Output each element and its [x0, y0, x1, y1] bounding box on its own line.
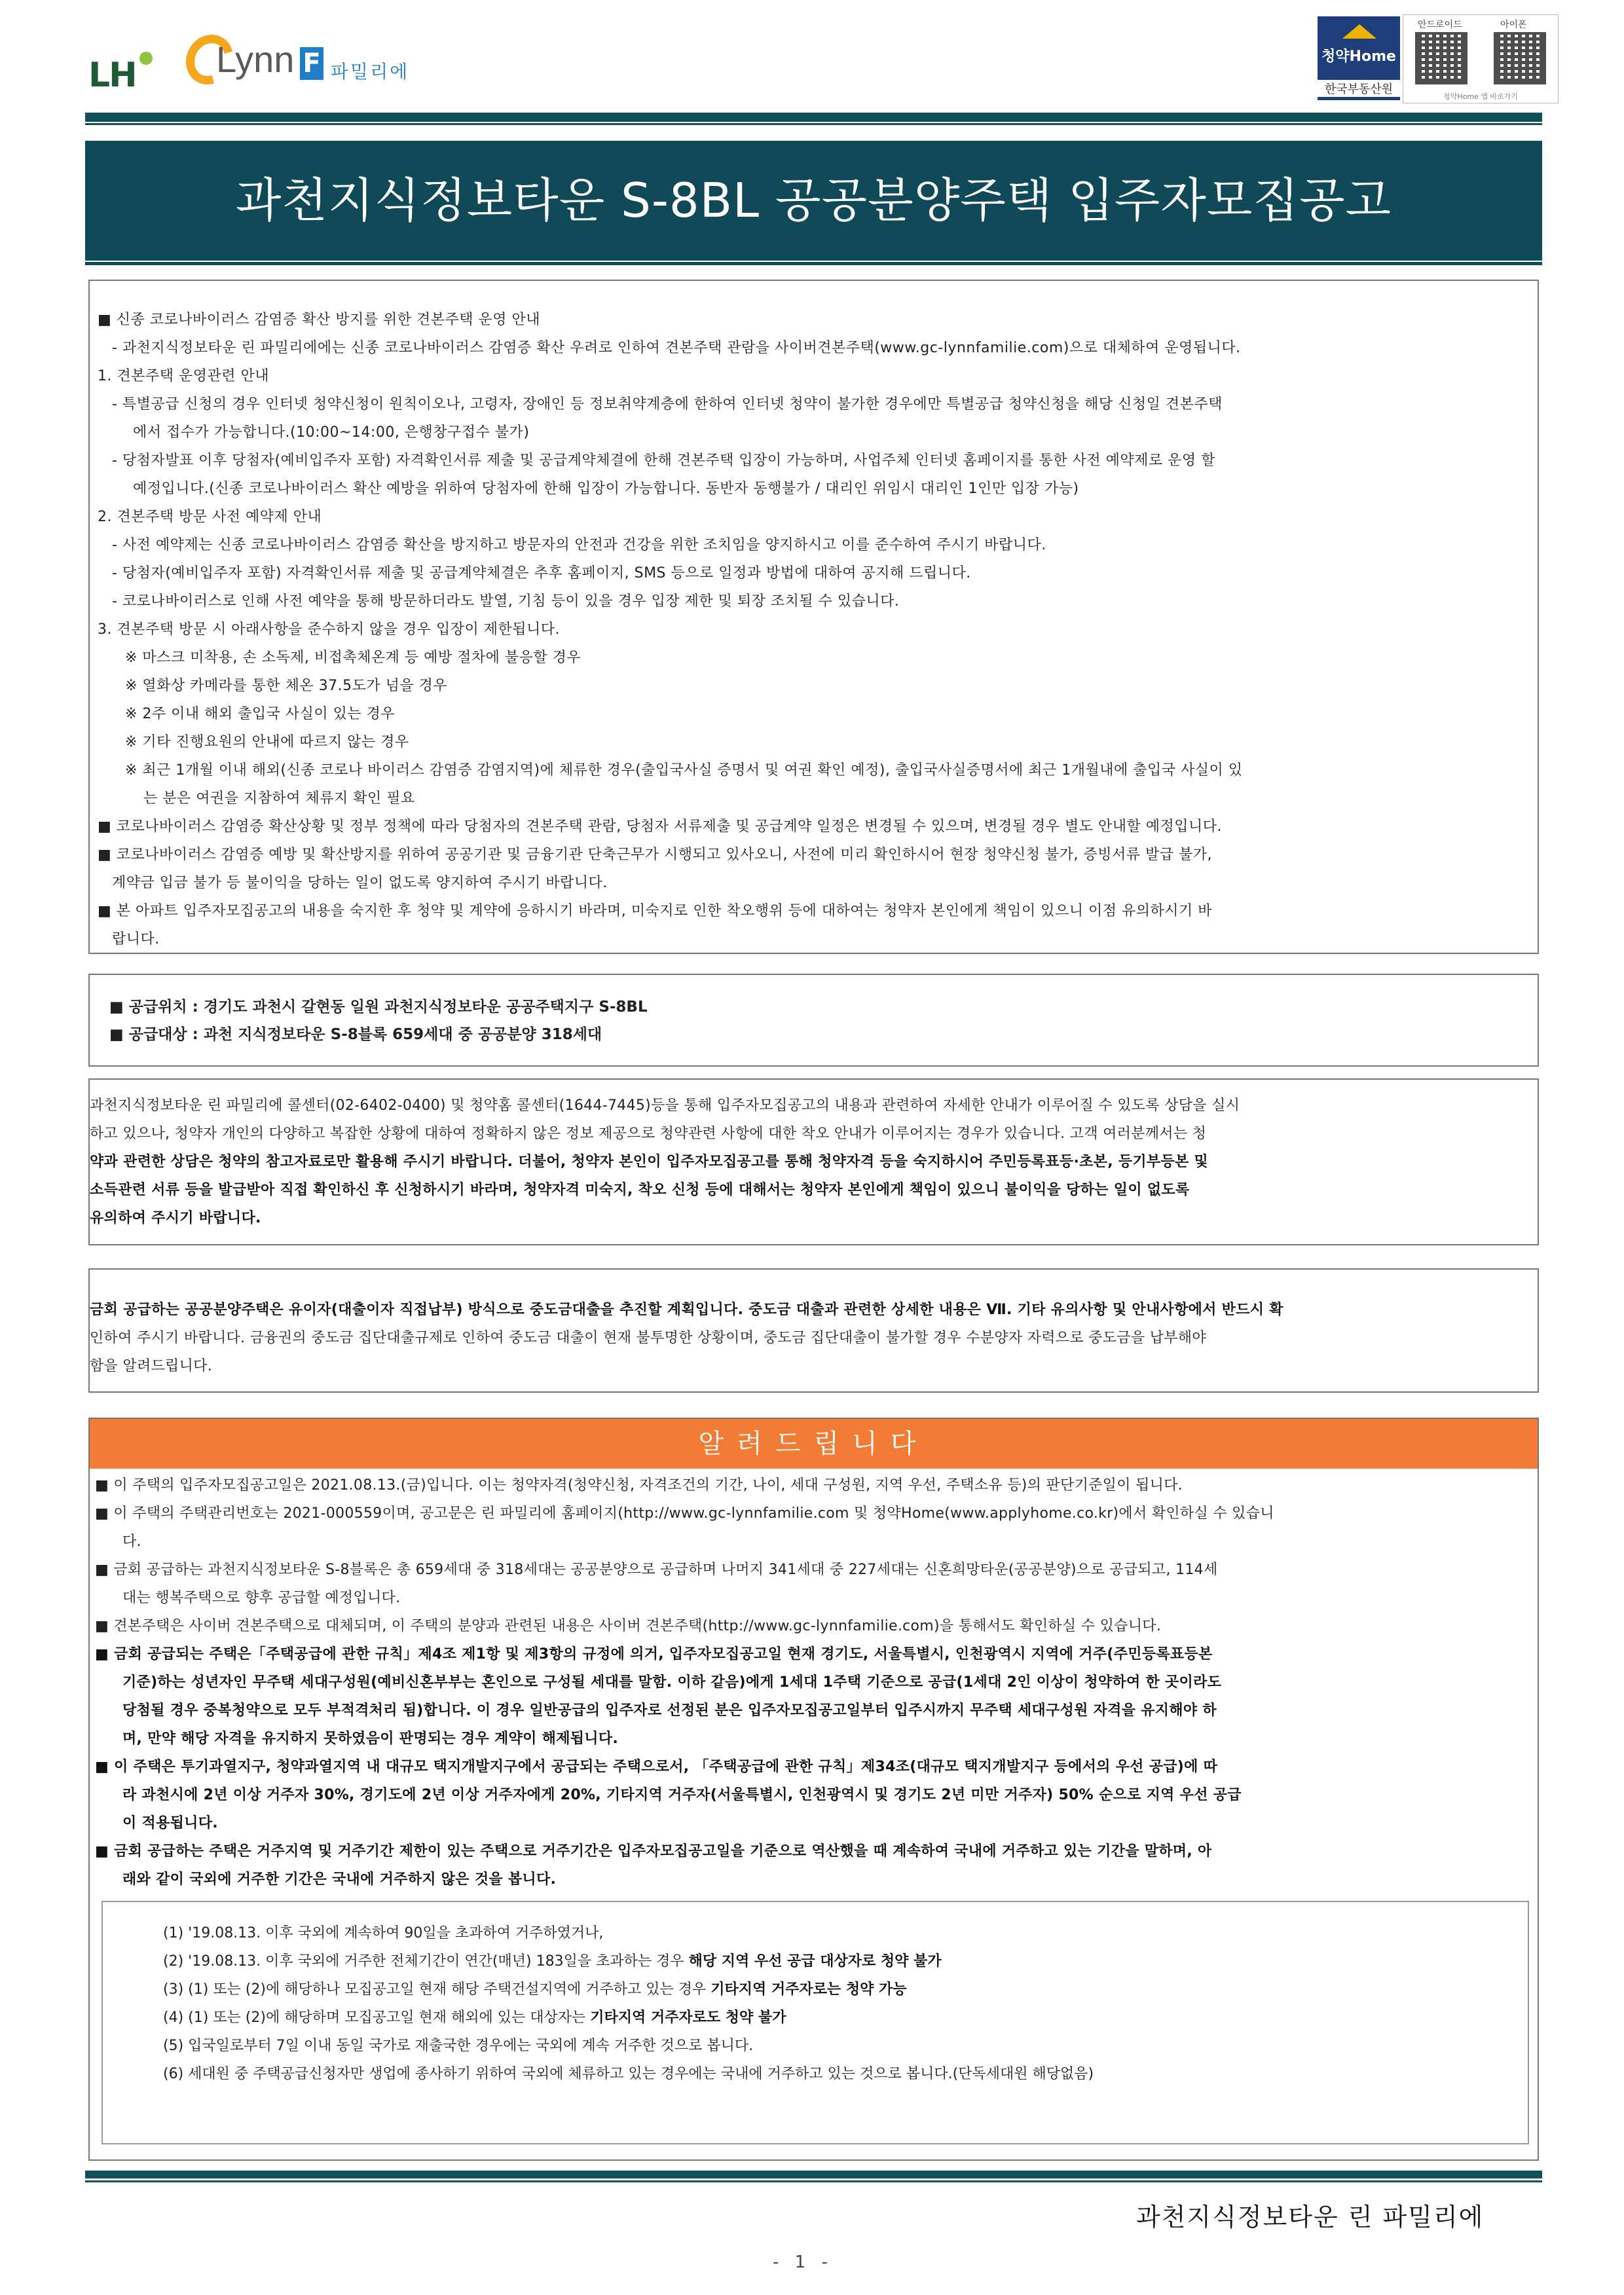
text-line: ※ 마스크 미착용, 손 소독제, 비접촉체온계 등 예방 절차에 불응할 경우 [125, 650, 581, 666]
text-line: ■ 금회 공급하는 과천지식정보타운 S-8블록은 총 659세대 중 318세대는 공공분양으로 공급하며 나머지 341세대 중 227세대는 신혼희망타운(공공분양)으로 공급되고, 114세 [95, 1562, 1218, 1578]
rule-text: (5) 입국일로부터 7일 이내 동일 국가로 재출국한 경우에는 국외에 계속 거주한 것으로 봅니다. [163, 2038, 754, 2054]
text-line: 랍니다. [112, 931, 160, 947]
text-line: - 과천지식정보타운 린 파밀리에에는 신종 코로나바이러스 감염증 확산 우려로 인하여 견본주택 관람을 사이버견본주택(www.gc-lynnfamilie.com)으로 대체하여 운영됩니다. [112, 340, 1241, 356]
text-line: 소득관련 서류 등을 발급받아 직접 확인하신 후 신청하시기 바라며, 청약자격 미숙지, 착오 신청 등에 대해서는 청약자 본인에게 책임이 있으니 불이익을 당하는 일이 없도록 [90, 1182, 1190, 1198]
applyhome-org: 한국부동산원 [1318, 80, 1400, 97]
familie-logo-icon: F [300, 47, 323, 80]
text-line: - 특별공급 신청의 경우 인터넷 청약신청이 원칙이오나, 고령자, 장애인 등 정보취약계층에 한하여 인터넷 청약이 불가한 경우에만 특별공급 청약신청을 해당 신청일 견본주택 [112, 396, 1223, 413]
footer-divider [85, 2171, 1542, 2178]
rule-text: (1) '19.08.13. 이후 국외에 계속하여 90일을 초과하여 거주하였거나, [163, 1925, 604, 1941]
familie-logo-text: 파밀리에 [331, 61, 410, 83]
text-line: 래와 같이 국외에 거주한 기간은 국내에 거주하지 않은 것을 봅니다. [122, 1871, 557, 1888]
text-line: 는 분은 여권을 지참하여 체류지 확인 필요 [143, 790, 415, 807]
text-line: 1. 견본주택 운영관련 안내 [98, 368, 269, 384]
rule-text: (6) 세대원 중 주택공급신청자만 생업에 종사하기 위하여 국외에 체류하고 있는 경우에는 국내에 거주하고 있는 것으로 봅니다.(단독세대원 해당없음) [163, 2066, 1094, 2082]
call-center-panel [88, 1078, 1539, 1245]
page-title: 과천지식정보타운 S-8BL 공공분양주택 입주자모집공고 [85, 141, 1542, 261]
text-line: 2. 견본주택 방문 사전 예약제 안내 [98, 509, 322, 525]
announcement-heading: 알려드립니다 [90, 1419, 1538, 1469]
text-line: 하고 있으나, 청약자 개인의 다양하고 복잡한 상황에 대하여 정확하지 않은 정보 제공으로 청약관련 사항에 대한 착오 안내가 이루어지는 경우가 있습니다. 고객 여러분께서는 청 [90, 1126, 1207, 1142]
overseas-rule-item [163, 1919, 1528, 1947]
text-line: ※ 열화상 카메라를 통한 체온 37.5도가 넘을 경우 [125, 678, 448, 694]
house-icon [1342, 24, 1376, 39]
text-line: 다. [122, 1533, 141, 1550]
text-line: ■ 금회 공급되는 주택은「주택공급에 관한 규칙」제4조 제1항 및 제3항의 규정에 의거, 입주자모집공고일 현재 경기도, 서울특별시, 인천광역시 지역에 거주(주민등록표등본 [95, 1646, 1213, 1662]
lh-logo: LH [88, 56, 136, 95]
rule-emphasis: 기타지역 거주자로는 청약 가능 [710, 1981, 907, 1998]
text-line: 약과 관련한 상담은 청약의 참고자료로만 활용해 주시기 바랍니다. 더불어, 청약자 본인이 입주자모집공고를 통해 청약자격 등을 숙지하시어 주민등록표등·초본, 등기부등본 및 [90, 1154, 1209, 1170]
title-underline [85, 262, 1542, 265]
footer-complex-name: 과천지식정보타운 린 파밀리에 [1136, 2203, 1485, 2231]
text-line: 라 과천시에 2년 이상 거주자 30%, 경기도에 2년 이상 거주자에게 20%, 기타지역 거주자(서울특별시, 인천광역시 및 경기도 2년 미만 거주자) 50% 순으로 지역 우선 공급 [122, 1787, 1242, 1803]
overseas-rule-item [163, 1947, 1528, 1975]
qr-code-panel [1403, 14, 1559, 103]
supply-target: ■ 공급대상 : 과천 지식정보타운 S-8블록 659세대 중 공공분양 318세대 [109, 1026, 602, 1043]
text-line: 계약금 입금 불가 등 불이익을 당하는 일이 없도록 양지하여 주시기 바랍니다. [112, 875, 608, 891]
text-line: ※ 2주 이내 해외 출입국 사실이 있는 경우 [125, 706, 396, 722]
text-line: 금회 공급하는 공공분양주택은 유이자(대출이자 직접납부) 방식으로 중도금대출을 추진할 계획입니다. 중도금 대출과 관련한 상세한 내용은 Ⅶ. 기타 유의사항 및 안내사항에서 반드시 확 [90, 1302, 1283, 1318]
loan-panel [88, 1268, 1539, 1393]
rule-text: (2) '19.08.13. 이후 국외에 거주한 전체기간이 연간(매년) 183일을 초과하는 경우 [163, 1953, 689, 1970]
text-line: 대는 행복주택으로 향후 공급할 예정입니다. [122, 1590, 401, 1606]
header-divider [85, 113, 1542, 122]
iphone-qr-code[interactable] [1494, 32, 1546, 84]
text-line: ■ 신종 코로나바이러스 감염증 확산 방지를 위한 견본주택 운영 안내 [98, 312, 541, 328]
text-line: ■ 금회 공급하는 주택은 거주지역 및 거주기간 제한이 있는 주택으로 거주기간은 입주자모집공고일을 기준으로 역산했을 때 계속하여 국내에 거주하고 있는 기간을 말하며, 아 [95, 1843, 1212, 1860]
text-line: 유의하여 주시기 바랍니다. [90, 1210, 261, 1226]
text-line: ■ 본 아파트 입주자모집공고의 내용을 숙지한 후 청약 및 계약에 응하시기 바라며, 미숙지로 인한 착오행위 등에 대하여는 청약자 본인에게 책임이 있으니 이점 유의하시기 바 [98, 903, 1213, 919]
text-line: ■ 코로나바이러스 감염증 확산상황 및 정부 정책에 따라 당첨자의 견본주택 관람, 당첨자 서류제출 및 공급계약 일정은 변경될 수 있으며, 변경될 경우 별도 안내할 예정입니다. [98, 818, 1223, 835]
text-line: 과천지식정보타운 린 파밀리에 콜센터(02-6402-0400) 및 청약홈 콜센터(1644-7445)등을 통해 입주자모집공고의 내용과 관련하여 자세한 안내가 이루어질 수 있도록 상담을 실시 [90, 1097, 1240, 1114]
text-line: - 사전 예약제는 신종 코로나바이러스 감염증 확산을 방지하고 방문자의 안전과 건강을 위한 조치임을 양지하시고 이를 준수하여 주시기 바랍니다. [112, 537, 1046, 553]
footer-divider-thin [85, 2180, 1542, 2182]
overseas-rule-item [163, 2032, 1528, 2060]
supply-info-panel [88, 974, 1539, 1067]
qr-footer: 청약Home 앱 바로가기 [1443, 92, 1518, 101]
text-line: ■ 코로나바이러스 감염증 예방 및 확산방지를 위하여 공공기관 및 금융기관 단축근무가 시행되고 있사오니, 사전에 미리 확인하시어 현장 청약신청 불가, 증빙서류 발급 불가, [98, 847, 1213, 863]
qr-label-iphone: 아이폰 [1500, 20, 1527, 30]
text-line: - 당첨자(예비입주자 포함) 자격확인서류 제출 및 공급계약체결은 추후 홈페이지, SMS 등으로 일정과 방법에 대하여 공지해 드립니다. [112, 565, 971, 581]
text-line: - 당첨자발표 이후 당첨자(예비입주자 포함) 자격확인서류 제출 및 공급계약체결에 한해 견본주택 입장이 가능하며, 사업주체 인터넷 홈페이지를 통한 사전 예약제로 운영 할 [112, 452, 1215, 469]
text-line: 기준)하는 성년자인 무주택 세대구성원(예비신혼부부는 혼인으로 구성될 세대를 말함. 이하 같음)에게 1세대 1주택 기준으로 공급(1세대 2인 이상이 청약하여 한 곳이라도 [122, 1674, 1222, 1691]
text-line: 예정입니다.(신종 코로나바이러스 확산 예방을 위하여 당첨자에 한해 입장이 가능합니다. 동반자 동행불가 / 대리인 위임시 대리인 1인만 입장 가능) [133, 481, 1079, 497]
applyhome-logo[interactable]: 청약Home [1318, 16, 1400, 100]
overseas-rule-item [163, 2004, 1528, 2032]
text-line: ※ 기타 진행요원의 안내에 따르지 않는 경우 [125, 734, 409, 750]
text-line: ■ 이 주택의 입주자모집공고일은 2021.08.13.(금)입니다. 이는 청약자격(청약신청, 자격조건의 기간, 나이, 세대 구성원, 지역 우선, 주택소유 등)의 판단기준일이 됩니다. [95, 1477, 1183, 1494]
text-line: 이 적용됩니다. [122, 1815, 218, 1831]
announcement-panel [88, 1418, 1539, 2161]
rule-text: (3) (1) 또는 (2)에 해당하나 모집공고일 현재 해당 주택건설지역에 거주하고 있는 경우 [163, 1981, 711, 1998]
text-line: 3. 견본주택 방문 시 아래사항을 준수하지 않을 경우 입장이 제한됩니다. [98, 621, 560, 638]
text-line: 에서 접수가 가능합니다.(10:00~14:00, 은행창구접수 불가) [133, 424, 530, 441]
covid-notice-panel [88, 280, 1539, 954]
text-line: 며, 만약 해당 자격을 유지하지 못하였음이 판명되는 경우 계약이 해제됩니다. [122, 1731, 619, 1747]
overseas-rule-item [163, 2060, 1528, 2088]
android-qr-code[interactable] [1415, 32, 1467, 84]
qr-label-android: 안드로이드 [1418, 20, 1462, 30]
rule-emphasis: 해당 지역 우선 공급 대상자로 청약 불가 [688, 1953, 942, 1970]
text-line: 당첨될 경우 중복청약으로 모두 부적격처리 됨)합니다. 이 경우 일반공급의 입주자로 선정된 분은 입주자모집공고일부터 입주시까지 무주택 세대구성원 자격을 유지해야 하 [122, 1702, 1217, 1719]
text-line: 인하여 주시기 바랍니다. 금융권의 중도금 집단대출규제로 인하여 중도금 대출이 현재 불투명한 상황이며, 중도금 집단대출이 불가할 경우 수분양자 자력으로 중도금을 납부해야 [90, 1330, 1206, 1346]
rule-emphasis: 기타지역 거주자로도 청약 불가 [590, 2010, 786, 2026]
overseas-rule-item [163, 1975, 1528, 2004]
text-line: ■ 견본주택은 사이버 견본주택으로 대체되며, 이 주택의 분양과 관련된 내용은 사이버 견본주택(http://www.gc-lynnfamilie.com)을 통해서도 확인하실 수 있습니다. [95, 1618, 1162, 1634]
text-line: ※ 최근 1개월 이내 해외(신종 코로나 바이러스 감염증 감염지역)에 체류한 경우(출입국사실 증명서 및 여권 확인 예정), 출입국사실증명서에 최근 1개월내에 출입국 사실이 있 [125, 762, 1243, 779]
text-line: - 코로나바이러스로 인해 사전 예약을 통해 방문하더라도 발열, 기침 등이 있을 경우 입장 제한 및 퇴장 조치될 수 있습니다. [112, 593, 900, 610]
text-line: ■ 이 주택은 투기과열지구, 청약과열지역 내 대규모 택지개발지구에서 공급되는 주택으로서, 「주택공급에 관한 규칙」제34조(대규모 택지개발지구 등에서의 우선 공급)에 따 [95, 1759, 1218, 1775]
header-divider-thin [85, 123, 1542, 125]
supply-location: ■ 공급위치 : 경기도 과천시 갈현동 일원 과천지식정보타운 공공주택지구 S-8BL [109, 999, 648, 1016]
rule-text: (4) (1) 또는 (2)에 해당하며 모집공고일 현재 해외에 있는 대상자는 [163, 2010, 591, 2026]
page-number: - 1 - [773, 2252, 833, 2272]
text-line: ■ 이 주택의 주택관리번호는 2021-000559이며, 공고문은 린 파밀리에 홈페이지(http://www.gc-lynnfamilie.com 및 청약Home(www.applyhome.co.kr)에서 확인하실 수 있습니 [95, 1505, 1274, 1522]
text-line: 함을 알려드립니다. [90, 1358, 213, 1374]
lynn-logo: Lynn [216, 39, 295, 80]
overseas-residence-box [101, 1901, 1529, 2144]
